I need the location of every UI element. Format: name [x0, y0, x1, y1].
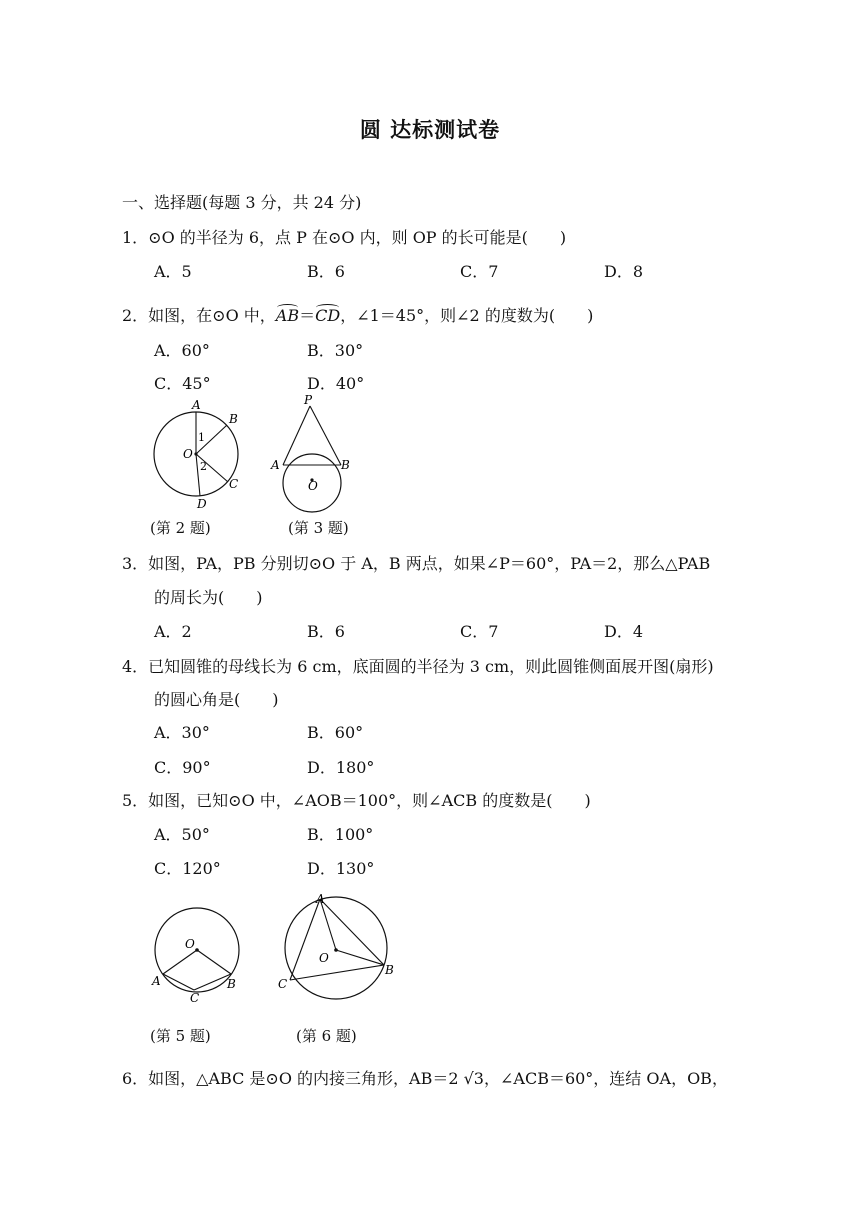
q2-arc-cd: CD [315, 306, 341, 325]
q3-option-d: D．4 [604, 622, 644, 641]
fig5-chord-bc [194, 974, 231, 990]
q4-option-b: B．60° [307, 723, 364, 742]
page-title: 圆 达标测试卷 [359, 118, 501, 142]
fig2-label-a: A [192, 398, 201, 412]
q5-option-d: D．130° [307, 859, 375, 878]
fig5-radius-oa [163, 950, 197, 974]
question-4-text-line1: 4．已知圆锥的母线长为 6 cm，底面圆的半径为 3 cm，则此圆锥侧面展开图(扇形) [122, 657, 714, 676]
q3-option-c: C．7 [460, 622, 499, 641]
figure-q6-inscribed-triangle [274, 892, 406, 1004]
q3-option-b: B．6 [307, 622, 345, 641]
q5-option-c: C．120° [154, 859, 221, 878]
q2-arc-ab: AB [275, 306, 300, 325]
fig5-radius-ob [197, 950, 231, 974]
fig5-label-c: C [190, 991, 200, 1005]
figure-q2-circle-diagram [140, 396, 252, 512]
fig6-circle [285, 897, 387, 999]
q2-option-a: A．60° [154, 341, 210, 360]
fig6-center-dot [334, 948, 338, 952]
q1-option-a: A．5 [154, 262, 192, 281]
q3-option-a: A．2 [154, 622, 192, 641]
fig2-center-dot [194, 452, 197, 455]
q2-text-pre: 2．如图，在⊙O 中， [122, 306, 276, 325]
fig6-label-o: O [319, 951, 329, 965]
caption-q3: (第 3 题) [288, 519, 349, 537]
question-2-text [122, 303, 593, 326]
q4-option-d: D．180° [307, 758, 375, 777]
caption-q6: (第 6 题) [296, 1027, 357, 1045]
fig3-label-a: A [271, 458, 280, 472]
fig6-side-bc [290, 965, 384, 980]
fig5-center-dot [195, 948, 199, 952]
fig2-label-angle-2: 2 [200, 460, 207, 473]
question-5-text: 5．如图，已知⊙O 中，∠AOB＝100°，则∠ACB 的度数是( ) [122, 791, 591, 810]
fig2-label-angle-1: 1 [198, 431, 205, 444]
caption-q5: (第 5 题) [150, 1027, 211, 1045]
q1-option-c: C．7 [460, 262, 499, 281]
q4-option-a: A．30° [154, 723, 210, 742]
caption-q2: (第 2 题) [150, 519, 211, 537]
fig5-label-o: O [185, 937, 195, 951]
fig6-side-ac [290, 899, 320, 980]
q2-eq: ＝ [299, 306, 316, 325]
figure-q5-circle-diagram [146, 904, 250, 1008]
q5-option-a: A．50° [154, 825, 210, 844]
fig2-label-o: O [183, 447, 193, 461]
question-6-text: 6．如图，△ABC 是⊙O 的内接三角形，AB＝2 √3，∠ACB＝60°，连结 OA，OB， [122, 1069, 728, 1088]
q2-text-post: ，∠1＝45°，则∠2 的度数为( ) [340, 306, 594, 325]
question-3-text-line2: 的周长为( ) [154, 588, 263, 607]
fig3-tangent-pb [310, 406, 341, 465]
q1-option-d: D．8 [604, 262, 644, 281]
fig5-label-b: B [227, 977, 236, 991]
q1-option-b: B．6 [307, 262, 345, 281]
fig3-label-o: O [308, 479, 318, 493]
q5-option-b: B．100° [307, 825, 374, 844]
q2-option-b: B．30° [307, 341, 364, 360]
fig3-label-b: B [341, 458, 350, 472]
q4-option-c: C．90° [154, 758, 211, 777]
fig3-label-p: P [304, 393, 313, 407]
fig2-label-c: C [229, 477, 239, 491]
q2-option-d: D．40° [307, 374, 365, 393]
section-heading: 一、选择题(每题 3 分，共 24 分) [122, 193, 362, 212]
q2-option-c: C．45° [154, 374, 211, 393]
question-3-text-line1: 3．如图，PA，PB 分别切⊙O 于 A，B 两点，如果∠P＝60°，PA＝2，那么△PAB [122, 554, 711, 573]
fig2-label-b: B [229, 412, 238, 426]
fig6-label-b: B [385, 963, 394, 977]
fig3-tangent-pa [283, 406, 310, 465]
figure-q3-tangent-diagram [268, 393, 364, 512]
fig2-label-d: D [197, 497, 207, 511]
question-1-text: 1．⊙O 的半径为 6，点 P 在⊙O 内，则 OP 的长可能是( ) [122, 228, 567, 247]
fig6-label-a: A [316, 892, 325, 906]
fig6-label-c: C [278, 977, 288, 991]
fig5-label-a: A [152, 974, 161, 988]
question-4-text-line2: 的圆心角是( ) [154, 690, 279, 709]
